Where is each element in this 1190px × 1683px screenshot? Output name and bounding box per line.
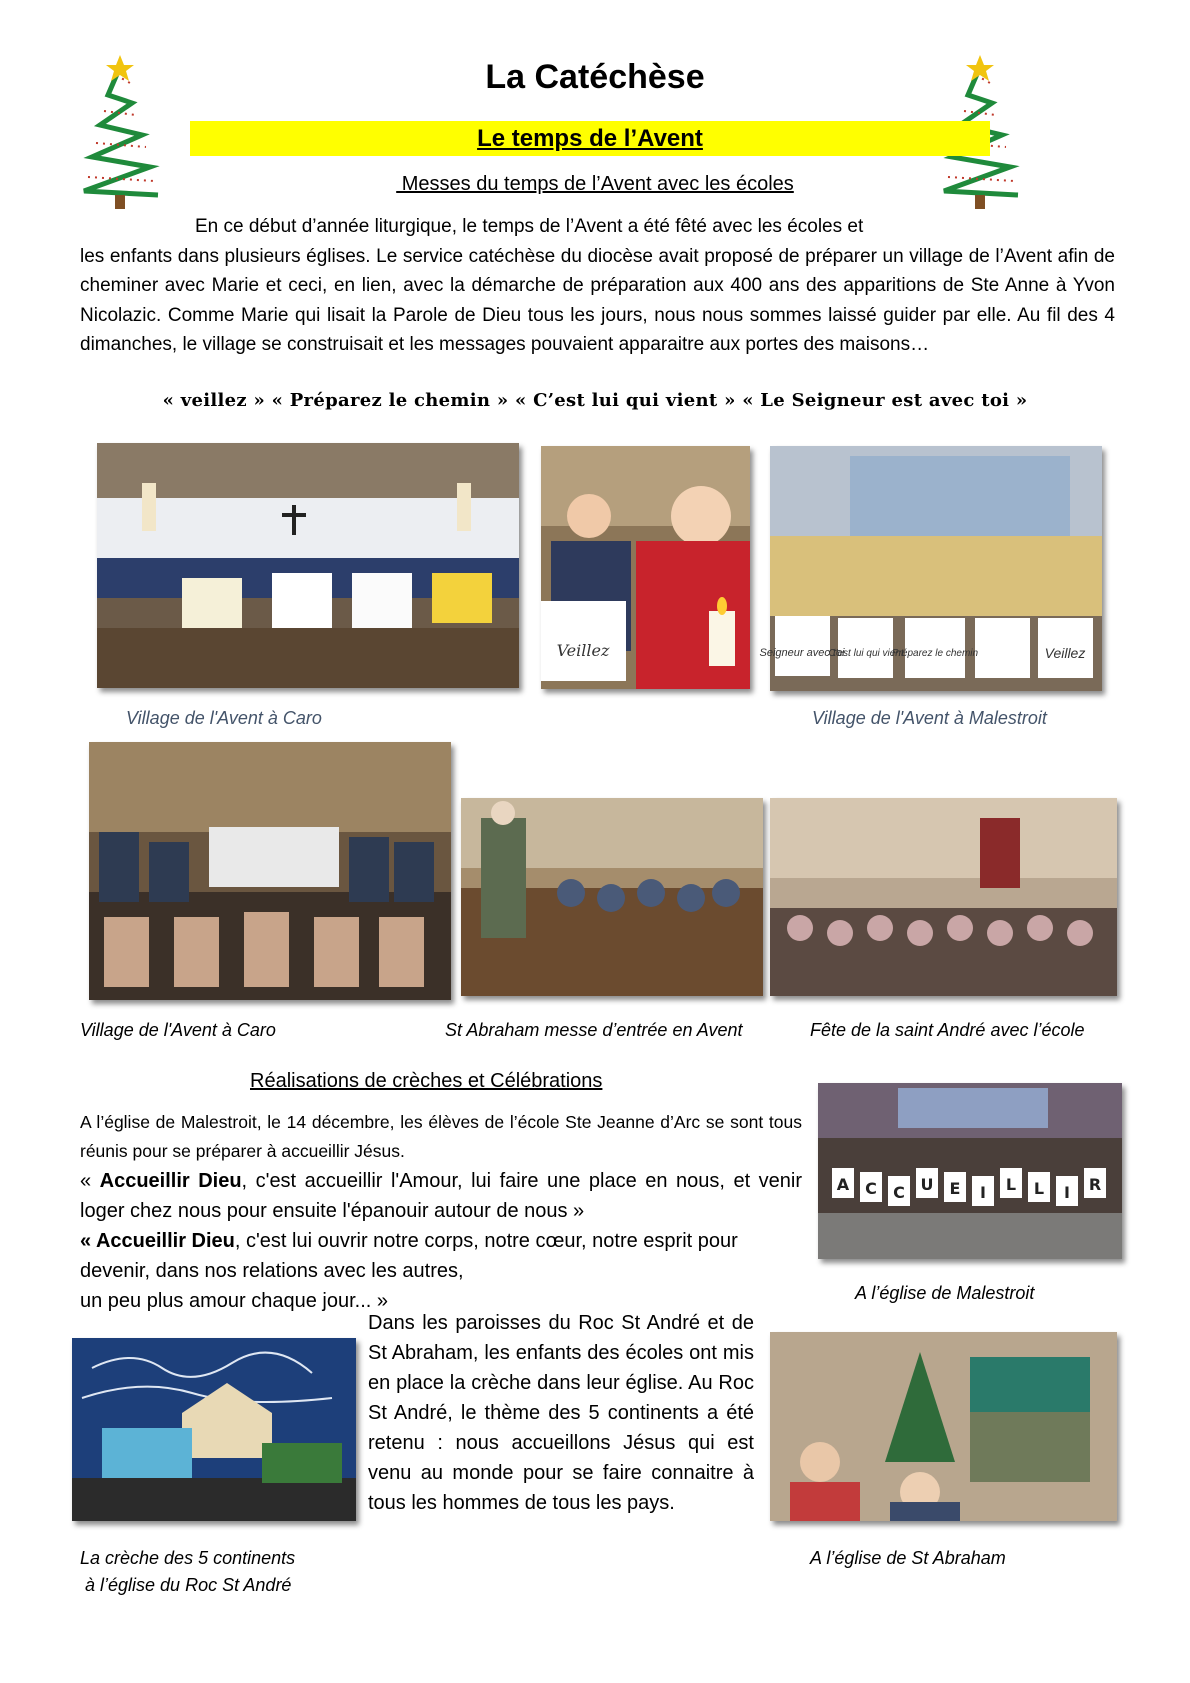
letter-card-text: C	[893, 1183, 905, 1202]
paroisses-paragraph: Dans les paroisses du Roc St André et de St Abraham, les enfants des écoles ont mis en place la crèche dans leur église. Au Roc St André, le thème des 5 continents a été retenu : nous accueillons Jésus qui est venu au monde pour se faire connaitre à tous les hommes de tous les pays.	[368, 1312, 754, 1514]
veillez-sign-text: Veillez	[556, 641, 610, 660]
caption-creche-2: à l’église du Roc St André	[80, 1575, 292, 1595]
paragraph-first-line: En ce début d’année liturgique, le temps de l’Avent a été fêté avec les écoles et	[195, 216, 864, 237]
sign-preparez: Préparez le chemin	[891, 648, 979, 659]
letter-card-text: U	[920, 1175, 934, 1194]
photo-accueillir-malestroit	[818, 1083, 1122, 1259]
caption-malestroit-1: Village de l'Avent à Malestroit	[812, 708, 1047, 728]
photo-children-candles	[541, 446, 750, 689]
quote-2: « Accueillir Dieu, c'est lui ouvrir notre corps, notre cœur, notre esprit pour devenir, dans nos relations avec les autres,	[80, 1230, 738, 1282]
sign-veillez: Veillez	[1044, 645, 1086, 661]
letter-card-text: E	[949, 1179, 961, 1198]
paragraph-body: les enfants dans plusieurs églises. Le service catéchèse du diocèse avait proposé de préparer un village de l’Avent afin de cheminer avec Marie et ceci, en lien, avec la démarche de préparation aux 400 ans des apparitions de Ste Anne à Yvon Nicolazic. Comme Marie qui lisait la Parole de Dieu tous les jours, nous nous sommes laissé guider par elle. Au fil des 4 dimanches, le village se construisait et les messages pouvaient apparaitre aux portes des maisons…	[80, 245, 1115, 355]
malestroit-intro: A l’église de Malestroit, le 14 décembre, les élèves de l’école Ste Jeanne d’Arc se sont tous réunis pour se préparer à accueillir Jésus.	[80, 1112, 802, 1161]
letter-card-text: I	[1064, 1183, 1070, 1202]
photo-creche-5-continents	[72, 1338, 356, 1521]
caption-malestroit-2: A l’église de Malestroit	[855, 1283, 1035, 1303]
page-title: La Catéchèse	[485, 58, 705, 96]
banner-title: Le temps de l’Avent	[477, 125, 703, 152]
photo-altar-malestroit	[759, 446, 1102, 691]
caption-st-abraham: St Abraham messe d’entrée en Avent	[445, 1020, 743, 1040]
letter-card-text: C	[865, 1179, 877, 1198]
photo-saint-andre	[770, 798, 1117, 996]
letter-card-text: R	[1088, 1175, 1102, 1194]
section2-heading: Réalisations de crèches et Célébrations	[250, 1070, 603, 1092]
section-banner	[190, 121, 990, 156]
quote-1: « Accueillir Dieu, c'est accueillir l'Amour, lui faire une place en nous, et venir loger chez nous pour ensuite l'épanouir autour de nous »	[80, 1170, 802, 1222]
caption-caro-2: Village de l'Avent à Caro	[80, 1020, 276, 1040]
section1-heading: Messes du temps de l’Avent avec les écoles	[396, 173, 794, 195]
photo-st-abraham-mass	[461, 798, 763, 996]
quote-2-end: un peu plus amour chaque jour... »	[80, 1290, 388, 1312]
section1-paragraph	[80, 212, 1115, 360]
caption-st-abraham-2: A l’église de St Abraham	[810, 1548, 1006, 1568]
letter-card-text: L	[1033, 1179, 1045, 1198]
letter-card-text: A	[836, 1175, 850, 1194]
sign-seigneur: Seigneur avec toi	[759, 647, 845, 659]
letter-card-text: L	[1005, 1175, 1017, 1194]
sign-cest-lui: C'est lui qui vient	[828, 648, 904, 659]
caption-saint-andre: Fête de la saint André avec l’école	[810, 1020, 1085, 1040]
advent-mottos: « veillez » « Préparez le chemin » « C’est lui qui vient » « Le Seigneur est avec toi »	[162, 390, 1028, 411]
section2-text	[80, 1108, 802, 1316]
caption-creche-1: La crèche des 5 continents	[80, 1548, 296, 1568]
caption-caro-1: Village de l'Avent à Caro	[126, 708, 322, 728]
photo-creche-st-abraham	[770, 1332, 1117, 1521]
letter-card-text: I	[980, 1183, 986, 1202]
photo-altar-caro	[97, 443, 519, 688]
photo-group-caro	[89, 742, 451, 1000]
